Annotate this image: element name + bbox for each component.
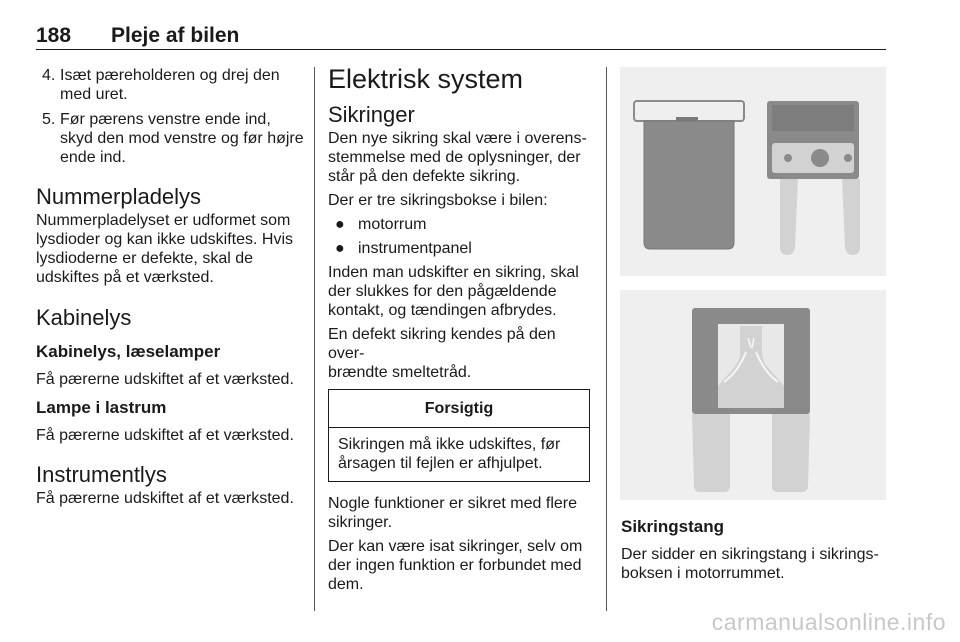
text-line: brændte smeltetråd. — [328, 364, 472, 381]
step-text: Før pærens venstre ende ind, skyd den mod venstre og før højre ende ind. — [60, 111, 304, 166]
fuse-intro-text — [328, 129, 594, 186]
reading-lamps-text: Få pærerne udskiftet af et værksted. — [36, 371, 294, 388]
caution-text: Sikringen må ikke udskiftes, før årsagen til fejlen er afhjulpet. — [338, 436, 561, 472]
text-line: Den nye sikring skal være i overens- — [328, 130, 587, 147]
plate-light-text: Nummerpladelyset er udformet som lysdioder og kan ikke udskiftes. Hvis lysdioderne er defekte, skal de udskiftes på et værksted. — [36, 212, 293, 286]
reading-lamps-heading: Kabinelys, læselamper — [36, 342, 221, 361]
fuse-bar-text — [621, 545, 887, 583]
unused-fuses-text: Der kan være isat sikringer, selv om der ingen funktion er forbundet med dem. — [328, 538, 583, 593]
caution-box — [328, 389, 590, 482]
list-item — [328, 239, 594, 258]
header-rule — [36, 49, 886, 50]
text-line: boksen i motorrummet. — [621, 565, 785, 582]
bullet-icon: ● — [335, 216, 345, 233]
step-number: 5. — [42, 111, 56, 128]
column-3-text — [621, 517, 887, 583]
section-title: Elektrisk system — [328, 64, 524, 94]
column-divider-1 — [314, 67, 315, 611]
text-line: stemmelse med de oplysninger, der — [328, 149, 581, 166]
plate-light-heading: Nummerpladelys — [36, 184, 202, 209]
bullet-text: motorrum — [358, 216, 427, 233]
fuse-illustration-side — [620, 67, 886, 276]
step-5 — [36, 110, 304, 167]
fuse-bar-heading: Sikringstang — [621, 517, 724, 536]
fuse-figure-bottom — [620, 290, 886, 500]
bullet-icon: ● — [335, 240, 345, 257]
cabin-light-heading: Kabinelys — [36, 305, 132, 330]
bullet-text: instrumentpanel — [358, 240, 472, 257]
step-number: 4. — [42, 67, 56, 84]
fuses-heading: Sikringer — [328, 102, 415, 127]
defect-fuse-text — [328, 325, 594, 382]
step-4 — [36, 66, 304, 104]
page-header-title: Pleje af bilen — [111, 24, 240, 47]
column-2 — [328, 64, 594, 594]
text-line: En defekt sikring kendes på den over- — [328, 326, 556, 362]
fuse-figure-top — [620, 67, 886, 276]
caution-title: Forsigtig — [329, 390, 589, 428]
multiple-fuses-text: Nogle funktioner er sikret med flere sikringer. — [328, 495, 577, 531]
watermark: carmanualsonline.info — [711, 609, 946, 635]
cargo-lamp-text: Få pærerne udskiftet af et værksted. — [36, 427, 294, 444]
replace-fuse-text: Inden man udskifter en sikring, skal der slukkes for den pågældende kontakt, og tændingen afbrydes. — [328, 264, 579, 319]
list-item — [328, 215, 594, 234]
text-line: står på den defekte sikring. — [328, 168, 521, 185]
instrument-light-text: Få pærerne udskiftet af et værksted. — [36, 490, 294, 507]
text-line: Der sidder en sikringstang i sikrings- — [621, 546, 879, 563]
step-text: Isæt pæreholderen og drej den med uret. — [60, 67, 280, 103]
column-1 — [36, 66, 304, 508]
instrument-light-heading: Instrumentlys — [36, 462, 167, 487]
column-divider-2 — [606, 67, 607, 611]
fuse-illustration-front — [620, 290, 886, 500]
cargo-lamp-heading: Lampe i lastrum — [36, 398, 167, 417]
page-number: 188 — [36, 24, 72, 47]
fuse-boxes-text: Der er tre sikringsbokse i bilen: — [328, 192, 548, 209]
